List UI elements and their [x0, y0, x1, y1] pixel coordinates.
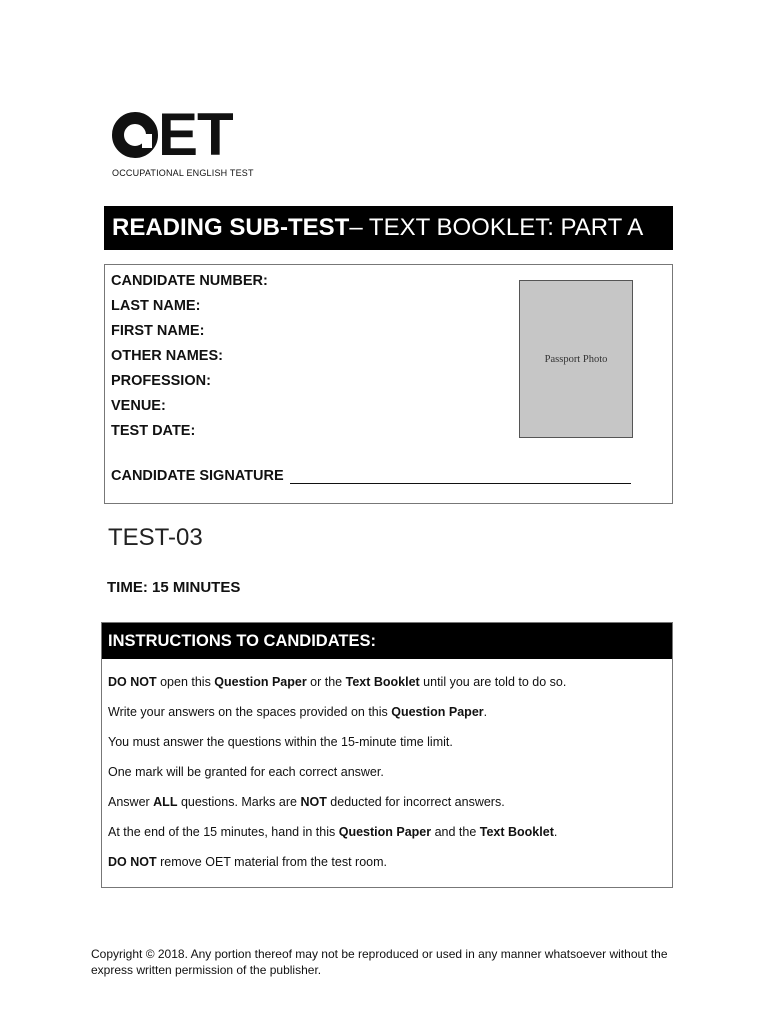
signature-label: CANDIDATE SIGNATURE	[111, 468, 284, 484]
instruction-item	[108, 847, 566, 877]
instruction-text: .	[553, 825, 558, 839]
instruction-item	[108, 757, 566, 787]
oet-logo-o-icon	[112, 112, 158, 158]
instruction-item	[108, 667, 566, 697]
instruction-text: At the end of the 15 minutes, hand in this	[108, 825, 339, 839]
candidate-details-box	[104, 264, 673, 504]
instruction-text: DO NOT	[108, 855, 157, 869]
signature-row	[111, 465, 631, 484]
instruction-item	[108, 727, 566, 757]
instructions-heading: INSTRUCTIONS TO CANDIDATES:	[102, 623, 672, 659]
time-limit: TIME: 15 MINUTES	[107, 579, 241, 596]
instruction-text: You must answer the questions within the 15-minute time limit.	[108, 735, 453, 749]
title-rest: – TEXT BOOKLET: PART A	[349, 214, 644, 241]
oet-logo-letters: ET	[158, 101, 233, 168]
instructions-box	[101, 622, 673, 888]
instruction-text: Text Booklet	[479, 825, 554, 839]
passport-photo-label: Passport Photo	[544, 353, 608, 365]
instruction-text: DO NOT	[108, 675, 157, 689]
instruction-text: deducted for incorrect answers.	[326, 795, 505, 809]
instruction-item	[108, 787, 566, 817]
candidate-field-label: VENUE:	[111, 398, 166, 414]
instruction-text: Text Booklet	[345, 675, 420, 689]
candidate-field-label: CANDIDATE NUMBER:	[111, 273, 268, 289]
oet-logo-subtitle: OCCUPATIONAL ENGLISH TEST	[112, 168, 254, 178]
passport-photo-box	[519, 280, 633, 438]
instruction-text: Question Paper	[338, 825, 432, 839]
instruction-text: .	[483, 705, 488, 719]
copyright-notice: Copyright © 2018. Any portion thereof may not be reproduced or used in any manner whatsoever without the express written permission of the publisher.	[91, 947, 668, 977]
instruction-item	[108, 697, 566, 727]
candidate-fields	[111, 273, 268, 448]
title-bar	[104, 206, 673, 250]
candidate-field-label: LAST NAME:	[111, 298, 201, 314]
instruction-text: Answer	[108, 795, 154, 809]
candidate-field-label: FIRST NAME:	[111, 323, 205, 339]
instruction-text: questions. Marks are	[177, 795, 301, 809]
instruction-text: NOT	[300, 795, 327, 809]
instruction-text: Write your answers on the spaces provided on this	[108, 705, 392, 719]
candidate-field-label: OTHER NAMES:	[111, 348, 223, 364]
instruction-text: or the	[306, 675, 346, 689]
signature-line	[290, 465, 631, 484]
candidate-field-label: TEST DATE:	[111, 423, 196, 439]
instruction-text: Question Paper	[391, 705, 484, 719]
instruction-text: One mark will be granted for each correct answer.	[108, 765, 384, 779]
instruction-text: and the	[431, 825, 480, 839]
instruction-item	[108, 817, 566, 847]
instructions-list	[108, 667, 566, 877]
instruction-text: remove OET material from the test room.	[156, 855, 388, 869]
instruction-text: ALL	[153, 795, 178, 809]
oet-logo	[112, 101, 254, 180]
instruction-text: until you are told to do so.	[419, 675, 567, 689]
instruction-text: open this	[156, 675, 215, 689]
title-bold: READING SUB-TEST	[112, 214, 350, 241]
test-id: TEST-03	[108, 524, 203, 551]
instruction-text: Question Paper	[214, 675, 307, 689]
oet-logo-mark	[112, 101, 233, 168]
candidate-field-label: PROFESSION:	[111, 373, 211, 389]
